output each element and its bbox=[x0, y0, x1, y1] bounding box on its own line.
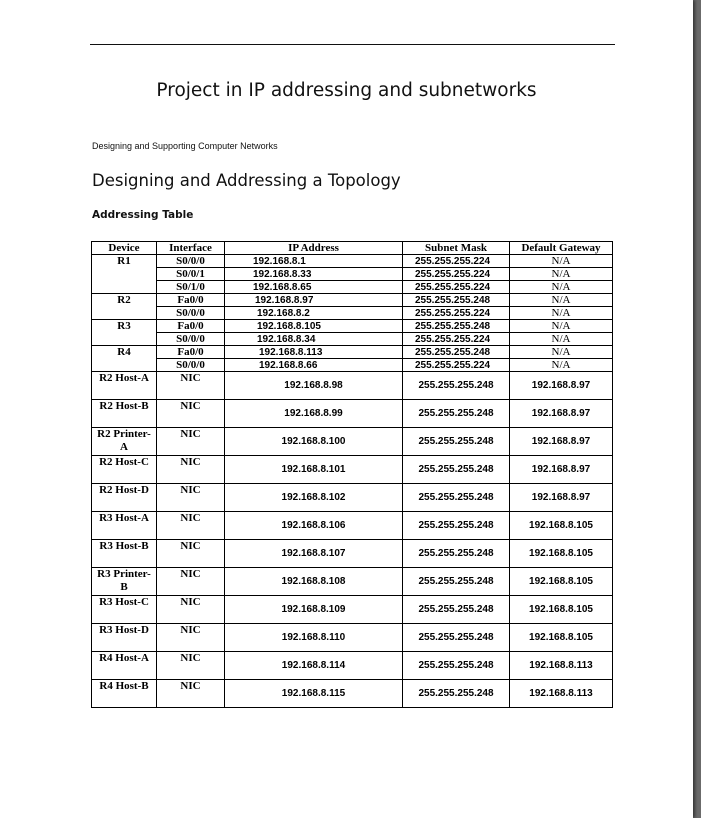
mask-cell: 255.255.255.248 bbox=[403, 428, 510, 456]
table-caption: Addressing Table bbox=[92, 209, 194, 221]
interface-cell: S0/0/0 bbox=[157, 307, 225, 320]
ip-cell: 192.168.8.114 bbox=[225, 652, 403, 680]
gateway-cell: N/A bbox=[510, 268, 613, 281]
gateway-cell: 192.168.8.113 bbox=[510, 680, 613, 708]
gateway-cell: N/A bbox=[510, 255, 613, 268]
mask-cell: 255.255.255.248 bbox=[403, 320, 510, 333]
table-row bbox=[92, 372, 613, 400]
table-row bbox=[92, 400, 613, 428]
ip-cell: 192.168.8.2 bbox=[225, 307, 403, 320]
ip-cell: 192.168.8.100 bbox=[225, 428, 403, 456]
gateway-cell: N/A bbox=[510, 359, 613, 372]
interface-cell: NIC bbox=[157, 372, 225, 400]
ip-cell: 192.168.8.101 bbox=[225, 456, 403, 484]
mask-cell: 255.255.255.248 bbox=[403, 294, 510, 307]
device-cell: R3 Host-B bbox=[92, 540, 157, 568]
device-cell: R3 Printer-B bbox=[92, 568, 157, 596]
gateway-cell: 192.168.8.97 bbox=[510, 428, 613, 456]
device-cell: R4 Host-B bbox=[92, 680, 157, 708]
gateway-cell: 192.168.8.113 bbox=[510, 652, 613, 680]
addressing-table bbox=[91, 241, 613, 708]
table-row bbox=[92, 512, 613, 540]
mask-cell: 255.255.255.248 bbox=[403, 400, 510, 428]
interface-cell: NIC bbox=[157, 596, 225, 624]
table-row bbox=[92, 359, 613, 372]
section-heading: Designing and Addressing a Topology bbox=[92, 171, 401, 190]
ip-cell: 192.168.8.99 bbox=[225, 400, 403, 428]
mask-cell: 255.255.255.248 bbox=[403, 596, 510, 624]
device-cell: R1 bbox=[92, 255, 157, 294]
mask-cell: 255.255.255.248 bbox=[403, 568, 510, 596]
ip-cell: 192.168.8.108 bbox=[225, 568, 403, 596]
mask-cell: 255.255.255.224 bbox=[403, 268, 510, 281]
interface-cell: S0/0/0 bbox=[157, 333, 225, 346]
mask-cell: 255.255.255.248 bbox=[403, 456, 510, 484]
gateway-cell: 192.168.8.105 bbox=[510, 568, 613, 596]
mask-cell: 255.255.255.248 bbox=[403, 680, 510, 708]
ip-cell: 192.168.8.98 bbox=[225, 372, 403, 400]
table-row bbox=[92, 281, 613, 294]
mask-cell: 255.255.255.248 bbox=[403, 652, 510, 680]
gateway-cell: N/A bbox=[510, 307, 613, 320]
gateway-cell: N/A bbox=[510, 333, 613, 346]
gateway-cell: N/A bbox=[510, 294, 613, 307]
interface-cell: NIC bbox=[157, 624, 225, 652]
document-title: Project in IP addressing and subnetworks bbox=[156, 80, 537, 101]
interface-cell: Fa0/0 bbox=[157, 346, 225, 359]
gateway-cell: 192.168.8.105 bbox=[510, 512, 613, 540]
interface-cell: NIC bbox=[157, 568, 225, 596]
table-row bbox=[92, 428, 613, 456]
device-cell: R2 Host-A bbox=[92, 372, 157, 400]
interface-cell: NIC bbox=[157, 456, 225, 484]
header-interface: Interface bbox=[157, 242, 225, 255]
device-cell: R2 Host-D bbox=[92, 484, 157, 512]
ip-cell: 192.168.8.97 bbox=[225, 294, 403, 307]
table-body bbox=[92, 255, 613, 708]
table-header-row bbox=[92, 242, 613, 255]
gateway-cell: N/A bbox=[510, 320, 613, 333]
mask-cell: 255.255.255.248 bbox=[403, 484, 510, 512]
device-cell: R3 Host-D bbox=[92, 624, 157, 652]
header-device: Device bbox=[92, 242, 157, 255]
table-row bbox=[92, 307, 613, 320]
table-row bbox=[92, 294, 613, 307]
interface-cell: NIC bbox=[157, 512, 225, 540]
ip-cell: 192.168.8.115 bbox=[225, 680, 403, 708]
device-cell: R3 Host-C bbox=[92, 596, 157, 624]
mask-cell: 255.255.255.224 bbox=[403, 307, 510, 320]
ip-cell: 192.168.8.102 bbox=[225, 484, 403, 512]
interface-cell: NIC bbox=[157, 428, 225, 456]
table-row bbox=[92, 624, 613, 652]
course-name: Designing and Supporting Computer Networks bbox=[92, 141, 278, 151]
ip-cell: 192.168.8.110 bbox=[225, 624, 403, 652]
header-ip-address: IP Address bbox=[225, 242, 403, 255]
mask-cell: 255.255.255.224 bbox=[403, 281, 510, 294]
ip-cell: 192.168.8.34 bbox=[225, 333, 403, 346]
table-row bbox=[92, 333, 613, 346]
mask-cell: 255.255.255.248 bbox=[403, 512, 510, 540]
gateway-cell: N/A bbox=[510, 346, 613, 359]
ip-cell: 192.168.8.106 bbox=[225, 512, 403, 540]
mask-cell: 255.255.255.224 bbox=[403, 359, 510, 372]
gateway-cell: 192.168.8.105 bbox=[510, 596, 613, 624]
gateway-cell: 192.168.8.97 bbox=[510, 400, 613, 428]
device-cell: R4 Host-A bbox=[92, 652, 157, 680]
interface-cell: S0/0/1 bbox=[157, 268, 225, 281]
ip-cell: 192.168.8.66 bbox=[225, 359, 403, 372]
device-cell: R3 Host-A bbox=[92, 512, 157, 540]
table-row bbox=[92, 484, 613, 512]
header-rule bbox=[90, 44, 615, 45]
ip-cell: 192.168.8.107 bbox=[225, 540, 403, 568]
interface-cell: NIC bbox=[157, 400, 225, 428]
table-row bbox=[92, 680, 613, 708]
gateway-cell: 192.168.8.105 bbox=[510, 540, 613, 568]
table-row bbox=[92, 568, 613, 596]
interface-cell: NIC bbox=[157, 680, 225, 708]
interface-cell: S0/0/0 bbox=[157, 359, 225, 372]
interface-cell: NIC bbox=[157, 652, 225, 680]
mask-cell: 255.255.255.248 bbox=[403, 540, 510, 568]
interface-cell: NIC bbox=[157, 540, 225, 568]
table-row bbox=[92, 255, 613, 268]
table-row bbox=[92, 320, 613, 333]
mask-cell: 255.255.255.248 bbox=[403, 346, 510, 359]
gateway-cell: N/A bbox=[510, 281, 613, 294]
gateway-cell: 192.168.8.97 bbox=[510, 484, 613, 512]
interface-cell: S0/0/0 bbox=[157, 255, 225, 268]
device-cell: R3 bbox=[92, 320, 157, 346]
gateway-cell: 192.168.8.105 bbox=[510, 624, 613, 652]
table-row bbox=[92, 268, 613, 281]
device-cell: R2 bbox=[92, 294, 157, 320]
interface-cell: NIC bbox=[157, 484, 225, 512]
gateway-cell: 192.168.8.97 bbox=[510, 456, 613, 484]
header-default-gateway: Default Gateway bbox=[510, 242, 613, 255]
mask-cell: 255.255.255.248 bbox=[403, 372, 510, 400]
table-row bbox=[92, 596, 613, 624]
device-cell: R2 Printer-A bbox=[92, 428, 157, 456]
ip-cell: 192.168.8.65 bbox=[225, 281, 403, 294]
ip-cell: 192.168.8.109 bbox=[225, 596, 403, 624]
table-row bbox=[92, 540, 613, 568]
ip-cell: 192.168.8.33 bbox=[225, 268, 403, 281]
interface-cell: S0/1/0 bbox=[157, 281, 225, 294]
ip-cell: 192.168.8.105 bbox=[225, 320, 403, 333]
interface-cell: Fa0/0 bbox=[157, 320, 225, 333]
mask-cell: 255.255.255.248 bbox=[403, 624, 510, 652]
device-cell: R2 Host-C bbox=[92, 456, 157, 484]
table-row bbox=[92, 456, 613, 484]
gateway-cell: 192.168.8.97 bbox=[510, 372, 613, 400]
mask-cell: 255.255.255.224 bbox=[403, 333, 510, 346]
table-row bbox=[92, 346, 613, 359]
interface-cell: Fa0/0 bbox=[157, 294, 225, 307]
mask-cell: 255.255.255.224 bbox=[403, 255, 510, 268]
header-subnet-mask: Subnet Mask bbox=[403, 242, 510, 255]
device-cell: R2 Host-B bbox=[92, 400, 157, 428]
device-cell: R4 bbox=[92, 346, 157, 372]
ip-cell: 192.168.8.113 bbox=[225, 346, 403, 359]
ip-cell: 192.168.8.1 bbox=[225, 255, 403, 268]
table-row bbox=[92, 652, 613, 680]
